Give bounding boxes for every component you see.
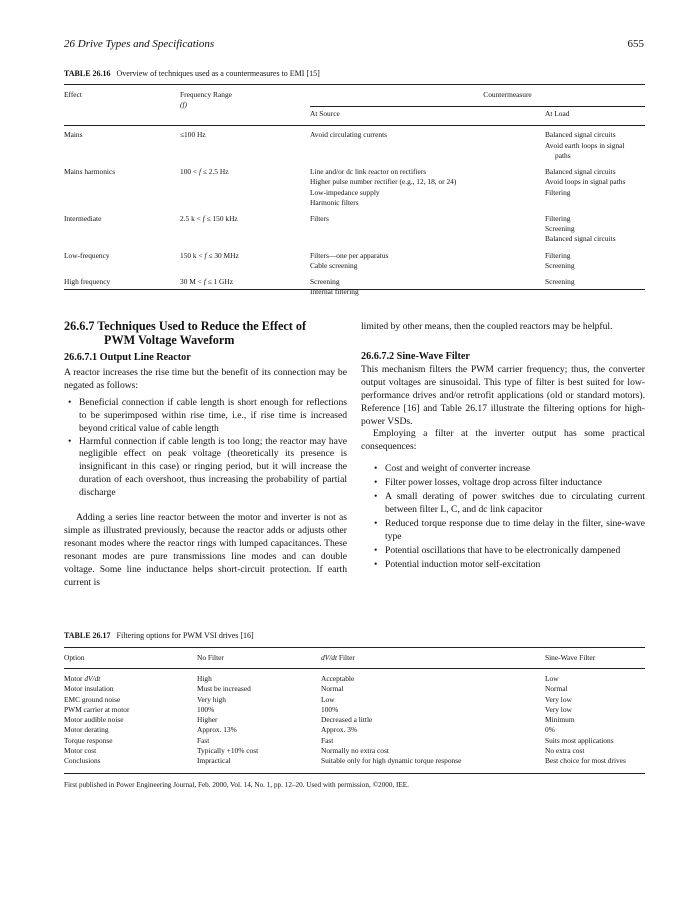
table-body bbox=[64, 669, 645, 766]
running-header bbox=[64, 38, 644, 50]
table-row bbox=[64, 208, 645, 245]
table-body bbox=[64, 125, 645, 297]
frequency-symbol: (f) bbox=[180, 100, 187, 110]
table-cell: Impractical bbox=[197, 755, 231, 765]
load-line: Filtering bbox=[545, 213, 571, 223]
table-row bbox=[64, 125, 645, 161]
table-cell: Motor audible noise bbox=[64, 715, 124, 725]
cell-at-load bbox=[545, 161, 645, 208]
table-cell: Motor derating bbox=[64, 725, 109, 735]
table-cell: Must be increased bbox=[197, 684, 251, 694]
load-line: Avoid loops in signal paths bbox=[545, 177, 626, 187]
load-line: Avoid earth loops in signal bbox=[545, 140, 625, 150]
cell-at-source bbox=[310, 125, 545, 161]
table-cell: Decreased a little bbox=[321, 715, 373, 725]
table-cell: High bbox=[197, 674, 212, 684]
header-title: 26 Drive Types and Specifications bbox=[64, 38, 215, 50]
table-cell: Conclusions bbox=[64, 755, 101, 765]
col-header-effect: Effect bbox=[64, 90, 82, 99]
table-cell: Normally no extra cost bbox=[321, 745, 389, 755]
table-row bbox=[64, 715, 645, 725]
table-row bbox=[64, 684, 645, 694]
table-cell: Torque response bbox=[64, 735, 113, 745]
cell-at-load bbox=[545, 245, 645, 271]
table-cell: Motor dV/dt bbox=[64, 674, 101, 684]
table-cell: Low bbox=[545, 674, 559, 684]
table-cell: Minimum bbox=[545, 715, 575, 725]
table-cell: Typically +10% cost bbox=[197, 745, 259, 755]
right-bullet-list bbox=[361, 463, 645, 571]
col-header-at-load: At Load bbox=[545, 109, 570, 119]
cell-frequency: 2.5 k < f ≤ 150 kHz bbox=[180, 213, 238, 223]
table-row bbox=[64, 705, 645, 715]
load-line: Balanced signal circuits bbox=[545, 234, 616, 244]
bullet-item: • Reduced torque response due to time delay in the filter, sine-wave type bbox=[373, 518, 645, 544]
table-cell: Very low bbox=[545, 694, 572, 704]
load-line: Balanced signal circuits bbox=[545, 167, 616, 177]
cell-frequency: 100 < f ≤ 2.5 Hz bbox=[180, 167, 229, 177]
heading-line-2: PWM Voltage Waveform bbox=[104, 332, 235, 347]
cell-effect: Intermediate bbox=[64, 213, 102, 223]
page-number: 655 bbox=[627, 38, 644, 50]
table-top-rule bbox=[64, 84, 645, 85]
left-bullet-list bbox=[64, 397, 347, 500]
table-row bbox=[64, 245, 645, 271]
table-cell: 0% bbox=[545, 725, 555, 735]
table-row bbox=[64, 746, 645, 756]
table-cell: Motor insulation bbox=[64, 684, 114, 694]
load-line: Filtering bbox=[545, 187, 571, 197]
source-line: Cable screening bbox=[310, 260, 358, 270]
table-cell: EMC ground noise bbox=[64, 694, 121, 704]
cell-frequency: 150 k < f ≤ 30 MHz bbox=[180, 250, 239, 260]
col-header-countermeasure: Countermeasure bbox=[483, 90, 532, 99]
bullet-item: • Potential induction motor self-excitation bbox=[373, 559, 645, 572]
cell-effect: Mains bbox=[64, 130, 83, 140]
table-footnote: First published in Power Engineering Journal, Feb. 2000, Vol. 14, No. 1, pp. 12–20. Used with permission, ©2000, IEE. bbox=[64, 781, 409, 789]
source-line: Avoid circulating currents bbox=[310, 130, 388, 140]
section-heading-26-6-7 bbox=[64, 320, 347, 347]
cell-frequency: 30 M < f ≤ 1 GHz bbox=[180, 277, 233, 287]
load-line: Screening bbox=[545, 260, 575, 270]
continued-paragraph: limited by other means, then the coupled reactors may be helpful. bbox=[361, 321, 613, 332]
table-cell: Very low bbox=[545, 704, 572, 714]
cell-at-source bbox=[310, 245, 545, 271]
bullet-item: • A small derating of power switches due to circulating current between filter L, C, and dc link capacitor bbox=[373, 491, 645, 517]
table-cell: Best choice for most drives bbox=[545, 755, 626, 765]
load-line: paths bbox=[555, 150, 571, 160]
cell-frequency: ≤100 Hz bbox=[180, 130, 206, 140]
table-26-16 bbox=[64, 90, 645, 298]
col-header: dV/dt Filter bbox=[321, 653, 355, 662]
cell-at-load bbox=[545, 125, 645, 161]
bullet-item: • Filter power losses, voltage drop across filter inductance bbox=[373, 477, 645, 490]
right-column bbox=[361, 321, 645, 573]
table-26-17 bbox=[64, 653, 645, 766]
table-cell: 100% bbox=[321, 704, 339, 714]
cell-at-source bbox=[310, 271, 545, 297]
table-row bbox=[64, 756, 645, 766]
table-cell: Approx. 3% bbox=[321, 725, 358, 735]
load-line: Filtering bbox=[545, 250, 571, 260]
cell-effect: High frequency bbox=[64, 277, 111, 287]
table-cell: Suits most applications bbox=[545, 735, 614, 745]
section-heading-26-6-7-1: 26.6.7.1 Output Line Reactor bbox=[64, 352, 191, 363]
table-row bbox=[64, 725, 645, 735]
table-cell: Suitable only for high dynamic torque response bbox=[321, 755, 462, 765]
heading-line-1: 26.6.7 Techniques Used to Reduce the Effect of bbox=[64, 319, 307, 333]
table-cell: Normal bbox=[321, 684, 344, 694]
table-row bbox=[64, 695, 645, 705]
bullet-item: • Beneficial connection if cable length is short enough for reflections to be superimposed within rise time, i.e., if rise time is increased beyond critical value of cable length bbox=[67, 397, 347, 436]
table-cell: Approx. 13% bbox=[197, 725, 237, 735]
cell-effect: Low-frequency bbox=[64, 250, 110, 260]
cell-at-source bbox=[310, 161, 545, 208]
cell-at-load bbox=[545, 271, 645, 297]
source-line: Line and/or dc link reactor on rectifiers bbox=[310, 167, 427, 177]
source-line: Filters—one per apparatus bbox=[310, 250, 389, 260]
table-bottom-rule bbox=[64, 289, 645, 290]
table-row bbox=[64, 271, 645, 297]
bullet-item: • Harmful connection if cable length is too long; the reactor may have negligible effect on peak voltage (theoretically its presence is insignificant in this case) or ringing period, but it will increase the duration of each overshoot, thus increasing the probability of partial discharge bbox=[67, 436, 347, 501]
table-cell: Higher bbox=[197, 715, 218, 725]
table-cell: 100% bbox=[197, 704, 215, 714]
table-label: TABLE 26.17 bbox=[64, 631, 111, 640]
col-header: No Filter bbox=[197, 653, 224, 662]
table-cell: Very high bbox=[197, 694, 226, 704]
col-header: Option bbox=[64, 653, 85, 662]
frequency-label: Frequency Range bbox=[180, 90, 232, 99]
table-cell: PWM carrier at motor bbox=[64, 704, 130, 714]
cell-at-source bbox=[310, 208, 545, 245]
source-line: Low-impedance supply bbox=[310, 187, 380, 197]
table-caption: Filtering options for PWM VSI drives [16] bbox=[116, 631, 254, 640]
col-header-at-source: At Source bbox=[310, 109, 340, 119]
section-heading-26-6-7-2: 26.6.7.2 Sine-Wave Filter bbox=[361, 350, 470, 362]
table-cell: Fast bbox=[197, 735, 210, 745]
col-header-frequency bbox=[180, 90, 310, 125]
cell-at-load bbox=[545, 208, 645, 245]
table-26-16-caption bbox=[64, 69, 320, 78]
table-label: TABLE 26.16 bbox=[64, 69, 111, 78]
intro-paragraph: A reactor increases the rise time but the benefit of its connection may be negated as follows: bbox=[64, 367, 347, 391]
col-header: Sine-Wave Filter bbox=[545, 653, 596, 662]
table-row bbox=[64, 669, 645, 684]
table-cell: No extra cost bbox=[545, 745, 585, 755]
bullet-item: • Potential oscillations that have to be electronically dampened bbox=[373, 545, 645, 558]
table-caption: Overview of techniques used as a countermeasures to EMI [15] bbox=[116, 69, 320, 78]
load-line: Balanced signal circuits bbox=[545, 130, 616, 140]
cell-effect: Mains harmonics bbox=[64, 167, 116, 177]
table-top-rule bbox=[64, 647, 645, 648]
source-line: Harmonic filters bbox=[310, 197, 359, 207]
table-26-17-caption bbox=[64, 631, 254, 640]
consequences-paragraph: Employing a filter at the inverter output has some practical consequences: bbox=[361, 428, 645, 453]
load-line: Screening bbox=[545, 277, 575, 287]
table-cell: Normal bbox=[545, 684, 568, 694]
source-line: Filters bbox=[310, 213, 329, 223]
left-column bbox=[64, 320, 347, 590]
table-row bbox=[64, 161, 645, 208]
table-cell: Low bbox=[321, 694, 335, 704]
table-cell: Motor cost bbox=[64, 745, 97, 755]
table-header-row bbox=[64, 653, 645, 669]
table-bottom-rule bbox=[64, 773, 645, 774]
table-cell: Fast bbox=[321, 735, 334, 745]
table-row bbox=[64, 736, 645, 746]
source-line: Higher pulse number rectifier (e.g., 12, 18, or 24) bbox=[310, 177, 457, 187]
source-line: Screening bbox=[310, 277, 340, 287]
source-line: Internal filtering bbox=[310, 287, 359, 297]
sine-wave-paragraph: This mechanism filters the PWM carrier frequency; thus, the converter output voltages are sinusoidal. This type of filter is best suited for low- performance drives and/or retrofit applications (old or standard motors). Reference [16] and Table 26.17 illustrate the filtering options for high-power VSDs. bbox=[361, 363, 645, 427]
bullet-item: • Cost and weight of converter increase bbox=[373, 463, 645, 476]
line-reactor-paragraph: Adding a series line reactor between the motor and inverter is not as simple as illustrated previously, because the reactor adds or adjusts other resonant modes where the reactor rings with lumped capacitances. These resonant modes are pure transmissions line modes and can double voltage. Some line inductance helps short-circuit protection. If earth current is bbox=[64, 512, 347, 588]
table-cell: Acceptable bbox=[321, 674, 355, 684]
load-line: Screening bbox=[545, 224, 575, 234]
